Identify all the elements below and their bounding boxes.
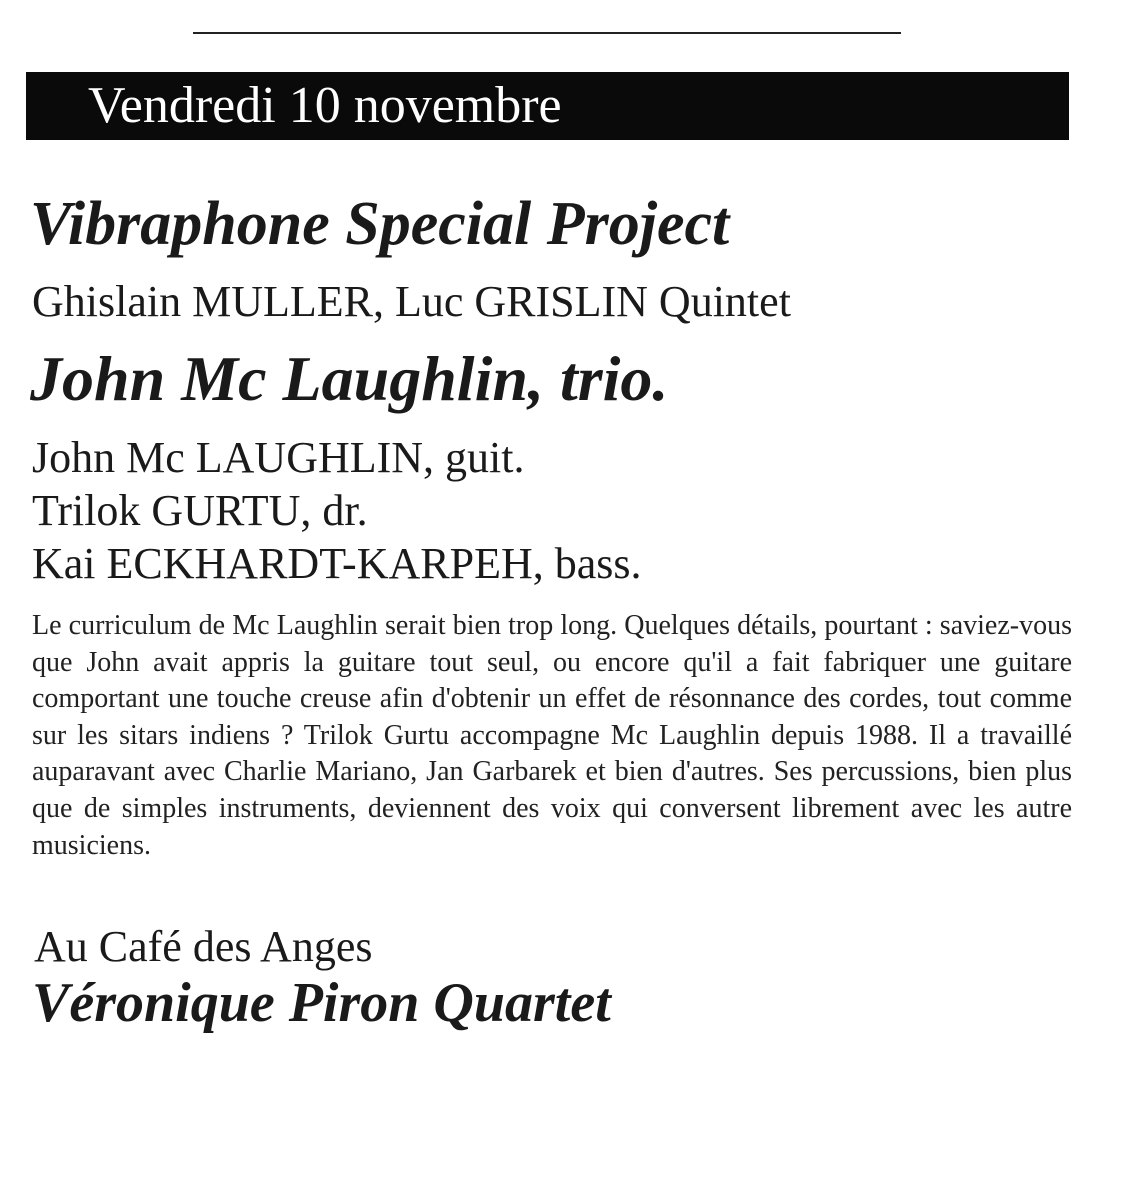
venue-name: Au Café des Anges — [34, 922, 373, 971]
lineup-item: John Mc LAUGHLIN, guit. — [32, 433, 525, 482]
lineup-item: Trilok GURTU, dr. — [32, 486, 368, 535]
act1-title: Vibraphone Special Project — [30, 190, 730, 258]
act1-artists: Ghislain MULLER, Luc GRISLIN Quintet — [32, 277, 791, 326]
act2-description: Le curriculum de Mc Laughlin serait bien trop long. Quelques détails, pourtant : saviez-vous que John avait appris la guitare tout seul, ou encore qu'il a fait fabriquer une guitare comportant une touche creuse afin d'obtenir un effet de résonnance des cordes, tout comme sur les sitars indiens ? Trilok Gurtu accompagne Mc Laughlin depuis 1988. Il a travaillé auparavant avec Charlie Mariano, Jan Garbarek et bien d'autres. Ses percussions, bien plus que de simples instruments, deviennent des voix qui conversent librement avec les autre musiciens. — [32, 610, 1072, 861]
top-divider — [193, 32, 901, 34]
lineup-item: Kai ECKHARDT-KARPEH, bass. — [32, 539, 642, 588]
act2-lineup — [32, 431, 642, 590]
date-banner — [26, 72, 1069, 140]
date-heading: Vendredi 10 novembre — [88, 77, 562, 134]
act2-title: John Mc Laughlin, trio. — [30, 343, 669, 414]
act3-title: Véronique Piron Quartet — [32, 972, 611, 1034]
